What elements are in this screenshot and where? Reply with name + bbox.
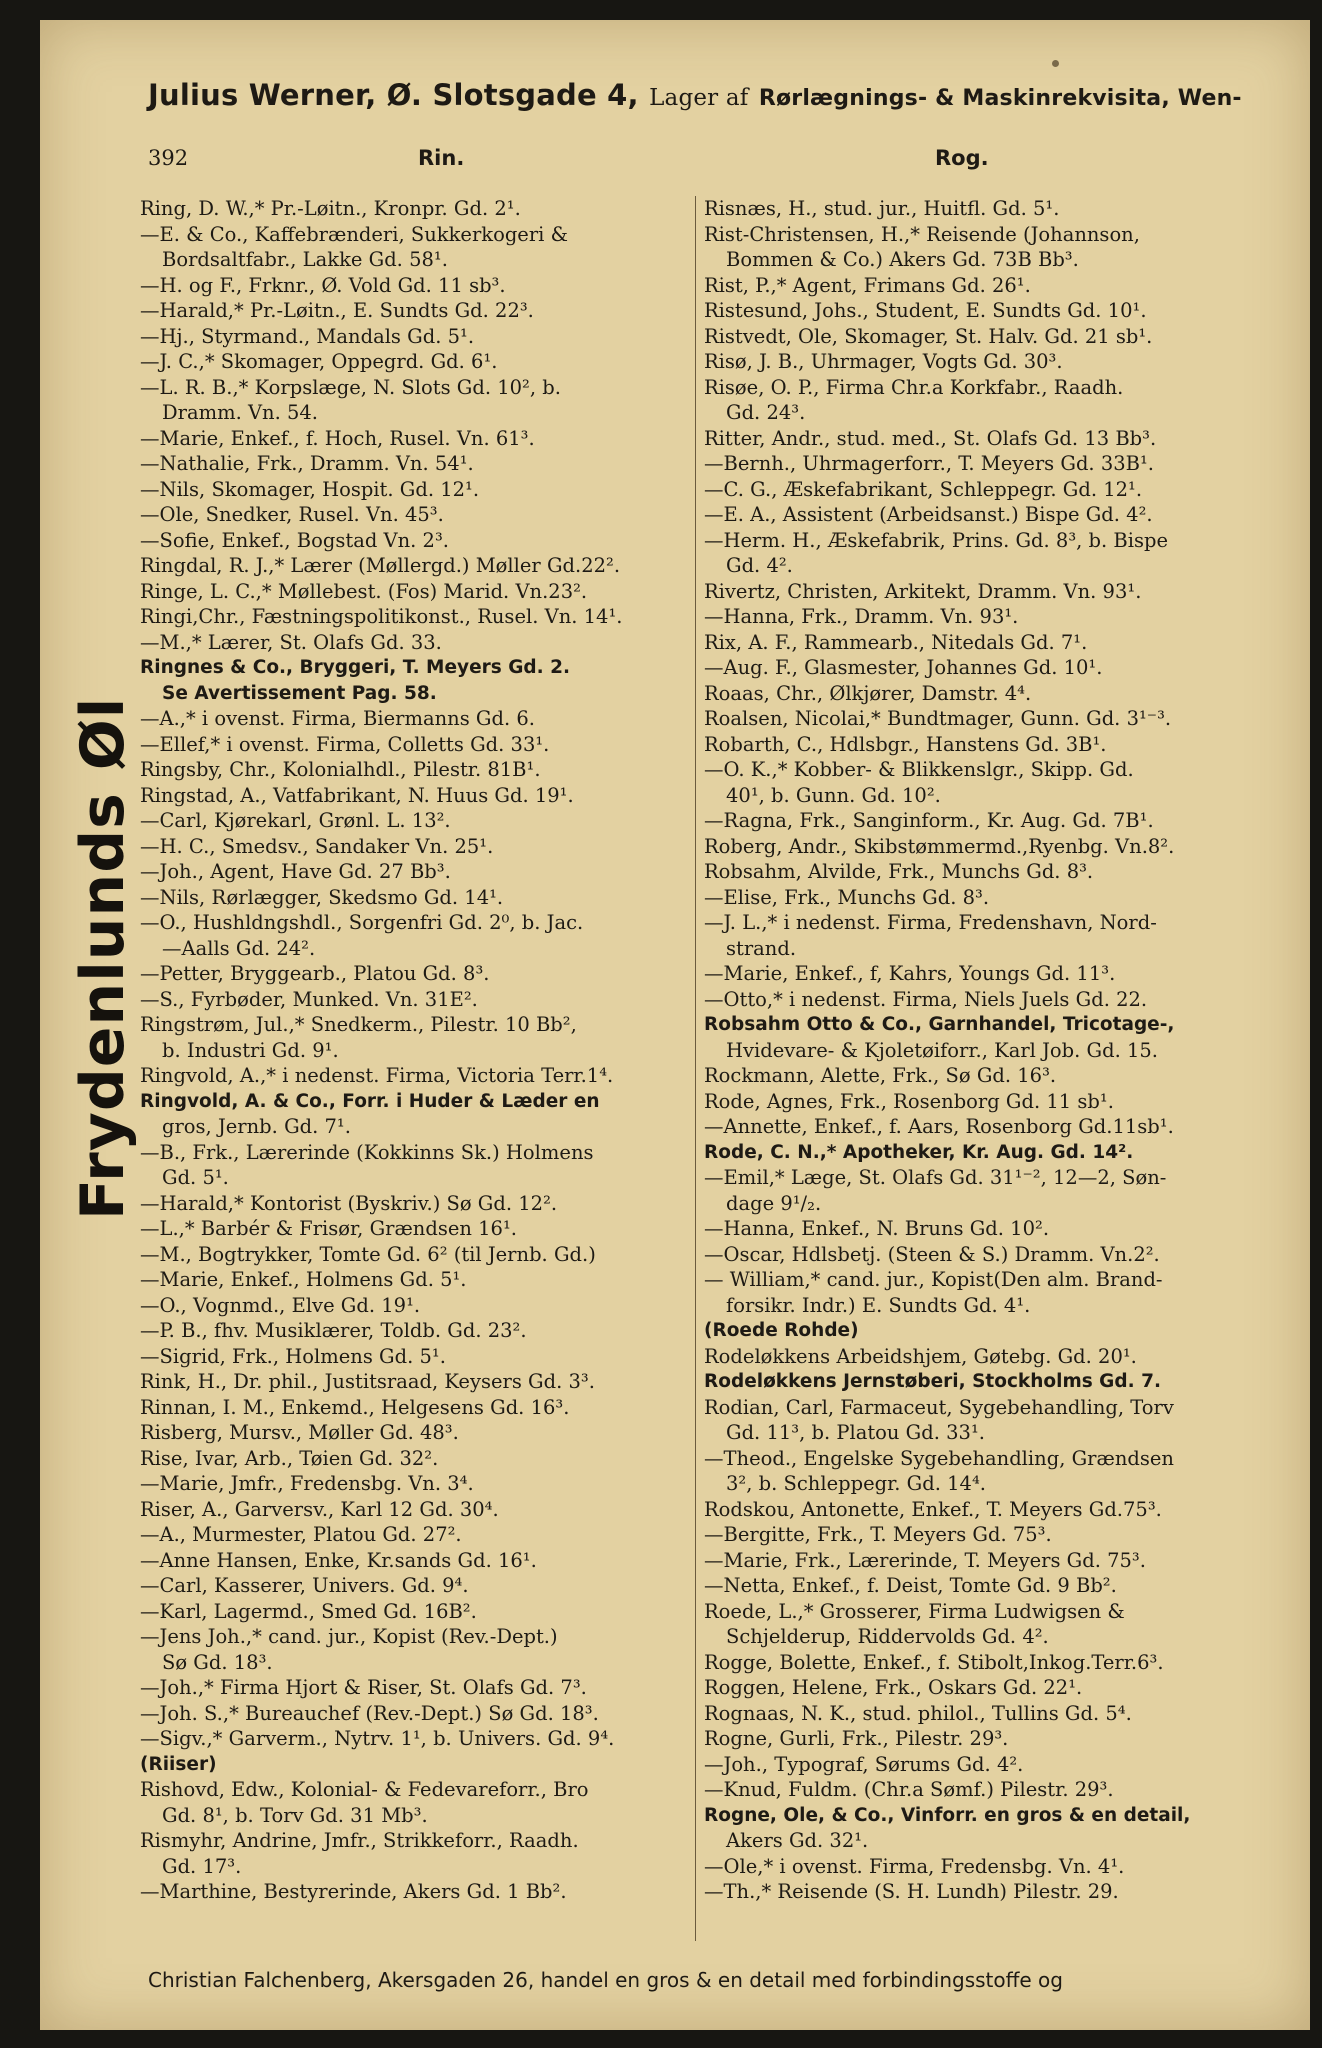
directory-entry-line: —Bernh., Uhrmagerforr., T. Meyers Gd. 33B¹. bbox=[704, 452, 1154, 475]
directory-entry-line: 40¹, b. Gunn. Gd. 10². bbox=[726, 783, 941, 807]
directory-entry-line: Akers Gd. 32¹. bbox=[726, 1829, 869, 1852]
directory-entry-line: Rogne, Gurli, Frk., Pilestr. 29³. bbox=[704, 1727, 1009, 1750]
right-column bbox=[704, 196, 1309, 1905]
directory-entry-line: Rist-Christensen, H.,* Reisende (Johannson, bbox=[704, 222, 1140, 246]
directory-entry-line: Rivertz, Christen, Arkitekt, Dramm. Vn. 93¹. bbox=[704, 579, 1142, 603]
directory-entry-line: —Joh.,* Firma Hjort & Riser, St. Olafs Gd. 7³. bbox=[140, 1676, 587, 1699]
directory-entry-line: Robsahm Otto & Co., Garnhandel, Tricotage-, bbox=[704, 1014, 1175, 1035]
directory-entry-line: Ristvedt, Ole, Skomager, St. Halv. Gd. 21 sb¹. bbox=[704, 324, 1153, 348]
left-guide-word: Rin. bbox=[418, 146, 465, 170]
directory-entry-line: —Marie, Jmfr., Fredensbg. Vn. 3⁴. bbox=[140, 1472, 474, 1495]
directory-entry-line: Rogge, Bolette, Enkef., f. Stibolt,Inkog.Terr.6³. bbox=[704, 1650, 1164, 1674]
directory-entry-line: dage 9¹/₂. bbox=[726, 1191, 822, 1215]
directory-entry-line: —Marie, Enkef., f. Hoch, Rusel. Vn. 61³. bbox=[140, 426, 535, 450]
header-rest: Rørlægnings- & Maskinrekvisita, Wen- bbox=[758, 86, 1242, 111]
directory-entry-line: Robsahm, Alvilde, Frk., Munchs Gd. 8³. bbox=[704, 860, 1094, 883]
header-advertisement bbox=[148, 78, 1308, 112]
directory-entry-line: Riser, A., Garversv., Karl 12 Gd. 30⁴. bbox=[140, 1497, 499, 1521]
directory-entry-line: Dramm. Vn. 54. bbox=[162, 401, 319, 424]
directory-entry-line: Hvidevare- & Kjoletøiforr., Karl Job. Gd. 15. bbox=[726, 1038, 1158, 1062]
directory-entry-line: Ringvold, A. & Co., Forr. i Huder & Læder en bbox=[140, 1090, 600, 1112]
directory-entry-line: Rognaas, N. K., stud. philol., Tullins Gd. 5⁴. bbox=[704, 1701, 1132, 1725]
directory-entry-line: —Nathalie, Frk., Dramm. Vn. 54¹. bbox=[140, 452, 474, 475]
directory-entry-line: —Th.,* Reisende (S. H. Lundh) Pilestr. 29. bbox=[704, 1880, 1119, 1903]
directory-entry-line: —L.,* Barbér & Frisør, Grændsen 16¹. bbox=[140, 1217, 517, 1240]
directory-entry-line: Ritter, Andr., stud. med., St. Olafs Gd. 13 Bb³. bbox=[704, 426, 1157, 450]
directory-entry-line: —Ellef,* i ovenst. Firma, Colletts Gd. 33¹. bbox=[140, 732, 550, 756]
directory-entry-line: —Elise, Frk., Munchs Gd. 8³. bbox=[704, 885, 990, 909]
right-guide-word: Rog. bbox=[935, 146, 989, 170]
directory-entry-line: —Carl, Kjørekarl, Grønl. L. 13². bbox=[140, 809, 451, 832]
directory-entry-line: —Netta, Enkef., f. Deist, Tomte Gd. 9 Bb². bbox=[704, 1574, 1117, 1597]
directory-entry-line: —Ole,* i ovenst. Firma, Fredensbg. Vn. 4¹. bbox=[704, 1854, 1125, 1878]
directory-entry-line: Ringe, L. C.,* Møllebest. (Fos) Marid. Vn.23². bbox=[140, 579, 588, 603]
directory-entry-line: Rise, Ivar, Arb., Tøien Gd. 32². bbox=[140, 1446, 439, 1470]
directory-entry-line: —Herm. H., Æskefabrik, Prins. Gd. 8³, b. Bispe bbox=[704, 528, 1169, 552]
directory-entry-line: —H. C., Smedsv., Sandaker Vn. 25¹. bbox=[140, 834, 494, 858]
directory-entry-line: Roalsen, Nicolai,* Bundtmager, Gunn. Gd. 3¹⁻³. bbox=[704, 707, 1172, 730]
directory-entry-line: Rinnan, I. M., Enkemd., Helgesens Gd. 16³. bbox=[140, 1395, 570, 1419]
directory-entry-line: Roggen, Helene, Frk., Oskars Gd. 22¹. bbox=[704, 1676, 1083, 1699]
directory-entry-line: Ringi,Chr., Fæstningspolitikonst., Rusel. Vn. 14¹. bbox=[140, 605, 623, 628]
directory-entry-line: Risø, J. B., Uhrmager, Vogts Gd. 30³. bbox=[704, 350, 1063, 373]
directory-entry-line: Bommen & Co.) Akers Gd. 73B Bb³. bbox=[726, 248, 1079, 271]
directory-entry-line: —J. L.,* i nedenst. Firma, Fredenshavn, Nord- bbox=[704, 911, 1157, 934]
side-advertisement: Frydenlunds Øl bbox=[68, 696, 138, 1220]
directory-entry-line bbox=[140, 1930, 730, 1956]
directory-entry-line: Rodeløkkens Jernstøberi, Stockholms Gd. 7. bbox=[704, 1371, 1161, 1392]
directory-entry-line: Sø Gd. 18³. bbox=[162, 1650, 273, 1674]
directory-entry-line: forsikr. Indr.) E. Sundts Gd. 4¹. bbox=[726, 1293, 1031, 1317]
directory-entry-line: —Carl, Kasserer, Univers. Gd. 9⁴. bbox=[140, 1574, 469, 1597]
directory-entry-line: —E. & Co., Kaffebrænderi, Sukkerkogeri & bbox=[140, 222, 568, 246]
directory-entry-line: Gd. 11³, b. Platou Gd. 33¹. bbox=[726, 1421, 985, 1444]
directory-entry-line: Ringdal, R. J.,* Lærer (Møllergd.) Møller Gd.22². bbox=[140, 554, 621, 577]
ink-spot bbox=[1052, 60, 1059, 67]
directory-entry-line: Risøe, O. P., Firma Chr.a Korkfabr., Raadh. bbox=[704, 375, 1124, 399]
directory-entry-line: Gd. 24³. bbox=[726, 401, 806, 424]
directory-entry-line: —M., Bogtrykker, Tomte Gd. 6² (til Jernb. Gd.) bbox=[140, 1242, 596, 1266]
directory-entry-line: Risberg, Mursv., Møller Gd. 48³. bbox=[140, 1421, 459, 1444]
directory-entry-line: —Joh. S.,* Bureauchef (Rev.-Dept.) Sø Gd. 18³. bbox=[140, 1701, 599, 1725]
directory-entry-line: —Anne Hansen, Enke, Kr.sands Gd. 16¹. bbox=[140, 1548, 537, 1572]
directory-entry-line: —Hj., Styrmand., Mandals Gd. 5¹. bbox=[140, 324, 475, 348]
left-column bbox=[140, 196, 730, 1956]
directory-entry-line: —Joh., Typograf, Sørums Gd. 4². bbox=[704, 1752, 1024, 1776]
directory-entry-line: Rismyhr, Andrine, Jmfr., Strikkeforr., Raadh. bbox=[140, 1829, 579, 1852]
directory-entry-line: —Nils, Rørlægger, Skedsmo Gd. 14¹. bbox=[140, 885, 504, 909]
directory-entry-line: —Harald,* Kontorist (Byskriv.) Sø Gd. 12². bbox=[140, 1191, 558, 1215]
directory-entry-line: Rockmann, Alette, Frk., Sø Gd. 16³. bbox=[704, 1064, 1057, 1087]
directory-entry-line: —Marie, Frk., Lærerinde, T. Meyers Gd. 75³. bbox=[704, 1548, 1146, 1572]
directory-entry-line: Ring, D. W.,* Pr.-Løitn., Kronpr. Gd. 2¹. bbox=[140, 197, 521, 220]
directory-entry-line: —Ragna, Frk., Sanginform., Kr. Aug. Gd. 7B¹. bbox=[704, 809, 1154, 832]
footer-advertisement: Christian Falchenberg, Akersgaden 26, handel en gros & en detail med forbindingsstoffe og bbox=[148, 1968, 1063, 1992]
directory-entry-line: —Petter, Bryggearb., Platou Gd. 8³. bbox=[140, 962, 490, 985]
directory-entry-line: Roaas, Chr., Ølkjører, Damstr. 4⁴. bbox=[704, 681, 1032, 705]
directory-entry-line: —Otto,* i nedenst. Firma, Niels Juels Gd. 22. bbox=[704, 987, 1148, 1011]
directory-entry-line: —S., Fyrbøder, Munked. Vn. 31E². bbox=[140, 987, 478, 1011]
directory-entry-line: Rode, C. N.,* Apotheker, Kr. Aug. Gd. 14². bbox=[704, 1141, 1134, 1163]
directory-entry-line: —Oscar, Hdlsbetj. (Steen & S.) Dramm. Vn.2². bbox=[704, 1242, 1160, 1266]
header-lager: Lager af bbox=[649, 85, 749, 111]
directory-entry-line: strand. bbox=[726, 936, 797, 960]
directory-entry-line: —B., Frk., Lærerinde (Kokkinns Sk.) Holmens bbox=[140, 1140, 594, 1164]
directory-entry-line: —M.,* Lærer, St. Olafs Gd. 33. bbox=[140, 630, 442, 654]
directory-entry-line: —Sofie, Enkef., Bogstad Vn. 2³. bbox=[140, 528, 449, 552]
directory-page bbox=[40, 20, 1310, 2030]
directory-entry-line: —Sigv.,* Garverm., Nytrv. 1¹, b. Univers. Gd. 9⁴. bbox=[140, 1727, 615, 1750]
directory-entry-line: — William,* cand. jur., Kopist(Den alm. Brand- bbox=[704, 1268, 1163, 1291]
directory-entry-line: —P. B., fhv. Musiklærer, Toldb. Gd. 23². bbox=[140, 1319, 527, 1342]
directory-entry-line: Schjelderup, Riddervolds Gd. 4². bbox=[726, 1625, 1049, 1648]
directory-entry-line: Roberg, Andr., Skibstømmermd.,Ryenbg. Vn.8². bbox=[704, 834, 1175, 858]
directory-entry-line: Robarth, C., Hdlsbgr., Hanstens Gd. 3B¹. bbox=[704, 732, 1107, 756]
directory-entry-line: —Marie, Enkef., f, Kahrs, Youngs Gd. 11³. bbox=[704, 962, 1116, 985]
directory-entry-line: Rodian, Carl, Farmaceut, Sygebehandling, Torv bbox=[704, 1395, 1174, 1419]
directory-entry-line: Ringstad, A., Vatfabrikant, N. Huus Gd. 19¹. bbox=[140, 783, 574, 807]
directory-entry-line: Gd. 8¹, b. Torv Gd. 31 Mb³. bbox=[162, 1803, 428, 1827]
directory-entry-line: —C. G., Æskefabrikant, Schleppegr. Gd. 12¹. bbox=[704, 477, 1143, 501]
directory-entry-line: —O., Hushldngshdl., Sorgenfri Gd. 2⁰, b. Jac. bbox=[140, 911, 584, 934]
page-number: 392 bbox=[148, 146, 189, 170]
directory-entry-line: Gd. 17³. bbox=[162, 1854, 242, 1878]
directory-entry-line: —Sigrid, Frk., Holmens Gd. 5¹. bbox=[140, 1344, 446, 1368]
directory-entry-line: Rode, Agnes, Frk., Rosenborg Gd. 11 sb¹. bbox=[704, 1089, 1114, 1113]
directory-entry-line: —Emil,* Læge, St. Olafs Gd. 31¹⁻², 12—2, Søn- bbox=[704, 1166, 1167, 1189]
directory-entry-line: —J. C.,* Skomager, Oppegrd. Gd. 6¹. bbox=[140, 350, 498, 373]
directory-entry-line: (Roede Rohde) bbox=[704, 1320, 859, 1341]
directory-entry-line: Rix, A. F., Rammearb., Nitedals Gd. 7¹. bbox=[704, 630, 1088, 654]
directory-entry-line: Ringvold, A.,* i nedenst. Firma, Victoria Terr.1⁴. bbox=[140, 1064, 614, 1087]
directory-entry-line: Ringnes & Co., Bryggeri, T. Meyers Gd. 2. bbox=[140, 657, 570, 678]
directory-entry-line: —Marie, Enkef., Holmens Gd. 5¹. bbox=[140, 1268, 467, 1291]
directory-entry-line: Rist, P.,* Agent, Frimans Gd. 26¹. bbox=[704, 273, 1031, 297]
header-advertiser: Julius Werner, Ø. Slotsgade 4, bbox=[148, 78, 639, 112]
directory-entry-line: —A., Murmester, Platou Gd. 27². bbox=[140, 1523, 462, 1546]
directory-entry-line: Ringsby, Chr., Kolonialhdl., Pilestr. 81B¹. bbox=[140, 758, 541, 781]
directory-entry-line: Ringstrøm, Jul.,* Snedkerm., Pilestr. 10 Bb², bbox=[140, 1013, 577, 1036]
directory-entry-line: —Nils, Skomager, Hospit. Gd. 12¹. bbox=[140, 477, 480, 501]
directory-entry-line: —Aalls Gd. 24². bbox=[162, 936, 316, 960]
directory-entry-line: Ristesund, Johs., Student, E. Sundts Gd. 10¹. bbox=[704, 299, 1147, 322]
directory-entry-line: —L. R. B.,* Korpslæge, N. Slots Gd. 10², b. bbox=[140, 375, 561, 399]
directory-entry-line: Rink, H., Dr. phil., Justitsraad, Keysers Gd. 3³. bbox=[140, 1370, 595, 1393]
directory-entry-line: —Knud, Fuldm. (Chr.a Sømf.) Pilestr. 29³. bbox=[704, 1778, 1114, 1801]
directory-entry-line: Risnæs, H., stud. jur., Huitfl. Gd. 5¹. bbox=[704, 197, 1060, 220]
directory-entry-line: —Harald,* Pr.-Løitn., E. Sundts Gd. 22³. bbox=[140, 299, 534, 322]
directory-entry-line: —Jens Joh.,* cand. jur., Kopist (Rev.-Dept.) bbox=[140, 1625, 558, 1648]
directory-entry-line: —Marthine, Bestyrerinde, Akers Gd. 1 Bb². bbox=[140, 1880, 567, 1903]
directory-entry-line: Gd. 5¹. bbox=[162, 1166, 229, 1189]
directory-entry-line: —Hanna, Frk., Dramm. Vn. 93¹. bbox=[704, 605, 1019, 628]
directory-entry-line: Roede, L.,* Grosserer, Firma Ludwigsen & bbox=[704, 1599, 1125, 1623]
directory-entry-line bbox=[140, 1905, 730, 1931]
directory-entry-line: —O., Vognmd., Elve Gd. 19¹. bbox=[140, 1293, 421, 1317]
directory-entry-line: —A.,* i ovenst. Firma, Biermanns Gd. 6. bbox=[140, 707, 535, 730]
directory-entry-line: —Theod., Engelske Sygebehandling, Grændsen bbox=[704, 1446, 1174, 1470]
directory-entry-line: —O. K.,* Kobber- & Blikkenslgr., Skipp. Gd. bbox=[704, 758, 1134, 781]
directory-entry-line: —Hanna, Enkef., N. Bruns Gd. 10². bbox=[704, 1217, 1050, 1240]
directory-entry-line: Bordsaltfabr., Lakke Gd. 58¹. bbox=[162, 248, 448, 271]
directory-entry-line: —Annette, Enkef., f. Aars, Rosenborg Gd.11sb¹. bbox=[704, 1115, 1174, 1138]
directory-entry-line: —Ole, Snedker, Rusel. Vn. 45³. bbox=[140, 503, 444, 526]
directory-entry-line: gros, Jernb. Gd. 7¹. bbox=[162, 1115, 351, 1138]
directory-entry-line: —H. og F., Frknr., Ø. Vold Gd. 11 sb³. bbox=[140, 273, 506, 297]
directory-entry-line: Gd. 4². bbox=[726, 554, 793, 577]
directory-entry-line: 3², b. Schleppegr. Gd. 14⁴. bbox=[726, 1472, 986, 1495]
directory-entry-line: —E. A., Assistent (Arbeidsanst.) Bispe Gd. 4². bbox=[704, 503, 1153, 526]
directory-entry-line: —Joh., Agent, Have Gd. 27 Bb³. bbox=[140, 860, 451, 883]
column-divider bbox=[695, 196, 696, 1941]
directory-entry-line: Rodskou, Antonette, Enkef., T. Meyers Gd.75³. bbox=[704, 1497, 1162, 1521]
directory-entry-line: —Aug. F., Glasmester, Johannes Gd. 10¹. bbox=[704, 656, 1103, 679]
directory-entry-line: Rogne, Ole, & Co., Vinforr. en gros & en detail, bbox=[704, 1804, 1191, 1826]
directory-entry-line: Rishovd, Edw., Kolonial- & Fedevareforr., Bro bbox=[140, 1778, 589, 1801]
directory-entry-line: b. Industri Gd. 9¹. bbox=[162, 1038, 339, 1062]
directory-entry-line: —Bergitte, Frk., T. Meyers Gd. 75³. bbox=[704, 1523, 1052, 1546]
directory-entry-line: Rodeløkkens Arbeidshjem, Gøtebg. Gd. 20¹. bbox=[704, 1344, 1137, 1368]
directory-entry-line: —Karl, Lagermd., Smed Gd. 16B². bbox=[140, 1599, 477, 1623]
directory-entry-line: Se Avertissement Pag. 58. bbox=[162, 682, 437, 704]
directory-entry-line: (Riiser) bbox=[140, 1753, 217, 1775]
